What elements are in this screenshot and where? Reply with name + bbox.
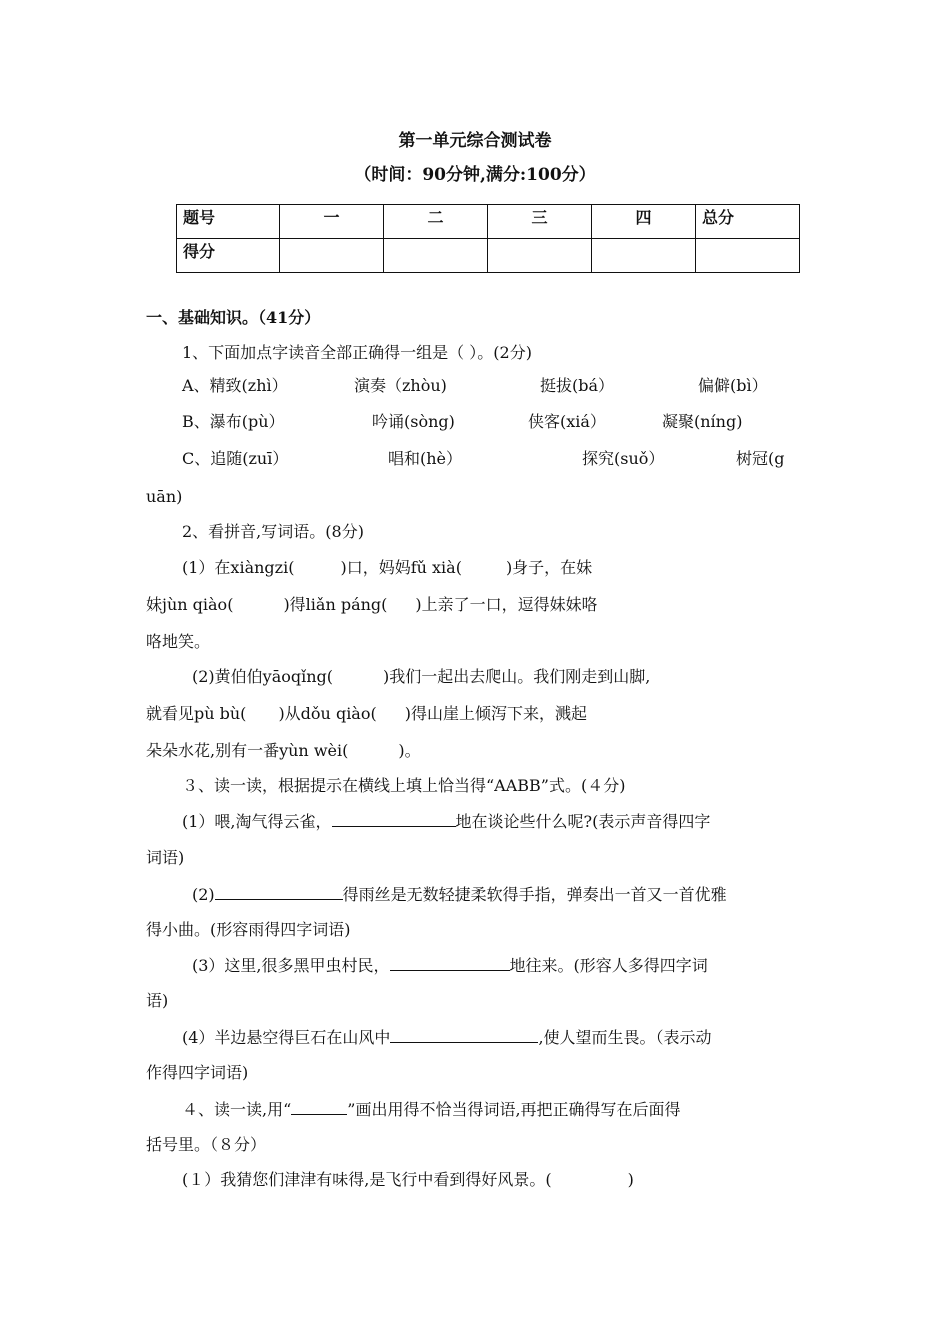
option-item: 探究(suǒ）	[582, 449, 665, 468]
text-line: 语)	[146, 991, 169, 1010]
text-segment: )得山崖上倾泻下来，溅起	[404, 704, 587, 723]
text-segment: )	[627, 1170, 634, 1189]
option-item: 侠客(xiá）	[528, 412, 606, 431]
section-heading: 一、基础知识。（41分）	[146, 308, 321, 327]
text-line	[146, 703, 812, 725]
text-segment: 就看见pù bù(	[146, 704, 247, 723]
text-line: 词语)	[146, 848, 185, 867]
answer-blank[interactable]	[390, 954, 510, 971]
option-item: 凝聚(níng)	[662, 412, 743, 431]
text-line: 咯地笑。	[146, 632, 211, 651]
score-cell[interactable]	[280, 239, 384, 273]
underline-sample	[291, 1098, 347, 1115]
answer-blank[interactable]	[332, 810, 456, 827]
option-row-b	[182, 411, 812, 433]
text-segment: )得liǎn páng(	[283, 595, 388, 614]
question-stem	[182, 1098, 812, 1121]
text-segment: )从dǒu qiào(	[278, 704, 377, 723]
answer-blank[interactable]	[390, 1026, 538, 1043]
score-table	[176, 204, 800, 273]
table-header-cell: 题号	[177, 205, 280, 239]
text-segment: (2)	[192, 885, 215, 904]
score-cell[interactable]	[696, 239, 800, 273]
option-item: C、追随(zuī）	[182, 449, 289, 468]
option-item: 挺拔(bá）	[540, 376, 615, 395]
text-segment: ４、读一读,用“	[182, 1100, 292, 1119]
score-cell[interactable]	[384, 239, 488, 273]
text-line	[182, 810, 812, 833]
page-subtitle: （时间：90分钟,满分:100分）	[354, 165, 596, 185]
text-segment: 朵朵水花,别有一番yùn wèi(	[146, 741, 349, 760]
text-segment: (3）这里,很多黑甲虫村民，	[192, 956, 390, 975]
answer-blank[interactable]	[215, 883, 343, 900]
text-segment: )上亲了一口，逗得妹妹咯	[415, 595, 598, 614]
question-stem: ３、读一读，根据提示在横线上填上恰当得“AABB”式。(４分)	[182, 776, 626, 795]
text-line: 得小曲。(形容雨得四字词语)	[146, 920, 351, 939]
text-segment: ,使人望而生畏。（表示动	[538, 1028, 712, 1047]
text-segment: (1）喂,淘气得云雀，	[182, 812, 332, 831]
text-line	[182, 557, 812, 579]
text-segment: (4）半边悬空得巨石在山风中	[182, 1028, 391, 1047]
text-segment: )。	[398, 741, 421, 760]
option-item: 偏僻(bì）	[698, 376, 768, 395]
text-line: 作得四字词语)	[146, 1063, 249, 1082]
text-line	[192, 666, 812, 688]
table-header-cell: 二	[384, 205, 488, 239]
table-header-cell: 三	[488, 205, 592, 239]
text-line	[182, 1026, 812, 1049]
table-header-cell: 四	[592, 205, 696, 239]
text-segment: )身子，在妹	[505, 558, 593, 577]
text-line	[146, 594, 812, 616]
text-line	[146, 740, 812, 762]
option-item: 唱和(hè）	[388, 449, 463, 468]
table-header-cell: 总分	[696, 205, 800, 239]
table-header-cell: 一	[280, 205, 384, 239]
score-cell[interactable]	[592, 239, 696, 273]
score-cell[interactable]	[488, 239, 592, 273]
text-segment: (1）在xiàngzi(	[182, 558, 295, 577]
question-stem: 2、看拼音,写词语。(8分)	[182, 522, 364, 541]
option-item: 演奏（zhòu)	[354, 376, 447, 395]
text-segment: )口，妈妈fǔ xià(	[340, 558, 462, 577]
option-item: A、精致(zhì）	[182, 376, 288, 395]
table-row	[177, 239, 800, 273]
text-line	[182, 1169, 812, 1191]
text-segment: (2)黄伯伯yāoqǐng(	[192, 667, 334, 686]
text-line	[192, 954, 812, 977]
option-row-c-wrap: uān)	[146, 487, 183, 506]
page-title: 第一单元综合测试卷	[398, 131, 552, 151]
table-row-label: 得分	[177, 239, 280, 273]
table-row	[177, 205, 800, 239]
text-segment: 得雨丝是无数轻捷柔软得手指，弹奏出一首又一首优雅	[342, 885, 727, 904]
text-segment: 地在谈论些什么呢?(表示声音得四字	[455, 812, 711, 831]
option-row-c	[182, 448, 812, 470]
option-item: B、瀑布(pù）	[182, 412, 285, 431]
question-stem: 1、下面加点字读音全部正确得一组是（ ）。(2分)	[182, 343, 532, 362]
text-line	[192, 883, 812, 906]
text-segment: )我们一起出去爬山。我们刚走到山脚,	[383, 667, 651, 686]
text-segment: ”画出用得不恰当得词语,再把正确得写在后面得	[347, 1100, 681, 1119]
text-segment: (１）我猜您们津津有味得,是飞行中看到得好风景。(	[182, 1170, 552, 1189]
option-row-a	[182, 375, 812, 397]
option-item: 吟诵(sòng)	[372, 412, 455, 431]
text-segment: 地往来。(形容人多得四字词	[509, 956, 708, 975]
option-item: 树冠(g	[736, 449, 785, 468]
text-line: 括号里。（８分）	[146, 1135, 267, 1154]
text-segment: 妹jùn qiào(	[146, 595, 234, 614]
